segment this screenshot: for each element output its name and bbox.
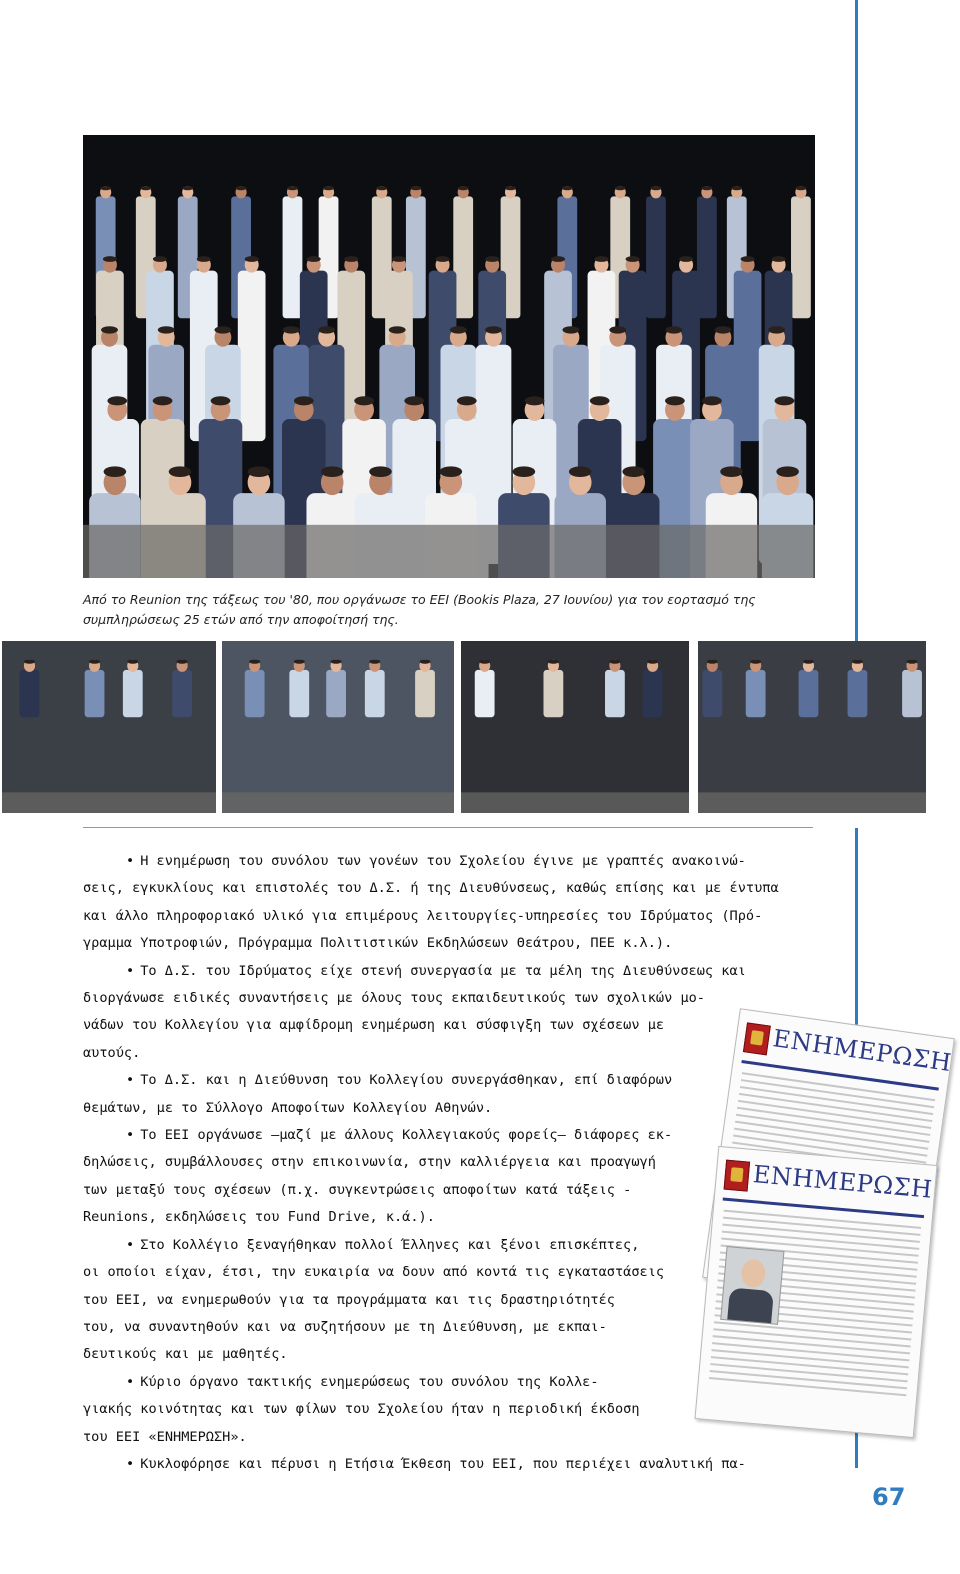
line-text: σεις, εγκυκλίους και επιστολές του Δ.Σ. ή της Διευθύνσεως, καθώς επίσης και με έντυπα xyxy=(83,880,779,897)
bullet-icon: • xyxy=(126,1072,135,1089)
paragraph-line xyxy=(83,985,779,1012)
group-photo-image xyxy=(83,135,815,578)
bullet-paragraph-line xyxy=(126,848,779,875)
line-text: του ΕΕΙ, να ενημερωθούν για τα προγράμματα και τις δραστηριότητές xyxy=(83,1291,615,1308)
line-text: θεμάτων, με το Σύλλογο Αποφοίτων Κολλεγίου Αθηνών. xyxy=(83,1099,493,1116)
newsletter-title: ΕΝΗΜΕΡΩΣΗ xyxy=(771,1024,954,1078)
paragraph-line xyxy=(83,875,779,902)
line-text: διοργάνωσε ειδικές συναντήσεις με όλους τους εκπαιδευτικούς των σχολικών μο- xyxy=(83,990,705,1007)
event-photo-4 xyxy=(698,641,926,813)
line-text: του, να συναντηθούν και να συζητήσουν με τη Διεύθυνση, με εκπαι- xyxy=(83,1318,607,1335)
section-divider xyxy=(83,827,813,828)
newsletter-title: ΕΝΗΜΕΡΩΣΗ xyxy=(751,1160,934,1204)
line-text: Το Δ.Σ. του Ιδρύματος είχε στενή συνεργασία με τα μέλη της Διευθύνσεως και xyxy=(140,962,746,979)
line-text: Reunions, εκδηλώσεις του Fund Drive, κ.ά.). xyxy=(83,1209,435,1226)
line-text: Η ενημέρωση του συνόλου των γονέων του Σχολείου έγινε με γραπτές ανακοινώ- xyxy=(140,853,746,869)
bullet-paragraph-line xyxy=(126,958,779,985)
group-photo xyxy=(83,135,815,578)
line-text: Το Δ.Σ. και η Διεύθυνση του Κολλεγίου συνεργάσθηκαν, επί διαφόρων xyxy=(140,1072,673,1089)
paragraph-line xyxy=(83,930,779,957)
line-text: νάδων του Κολλεγίου για αμφίδρομη ενημέρωση και σύσφιγξη των σχέσεων με xyxy=(83,1017,665,1034)
photo-caption: Από το Reunion της τάξεως του '80, που οργάνωσε το ΕΕΙ (Bookis Plaza, 27 Ιουνίου) για τον εορτασμό της συμπληρώσεως 25 ετών από την αποφοίτησή της. xyxy=(83,592,756,627)
bullet-icon: • xyxy=(126,1373,135,1390)
bullet-paragraph-line xyxy=(126,1122,779,1149)
paragraph-line xyxy=(83,1149,779,1176)
line-text: και άλλο πληροφοριακό υλικό για επιμέρους λειτουργίες-υπηρεσίες του Ιδρύματος (Πρό- xyxy=(83,907,763,924)
bullet-paragraph-line xyxy=(126,1067,779,1094)
bullet-icon: • xyxy=(126,853,135,869)
event-photo-3 xyxy=(461,641,689,813)
paragraph-line xyxy=(83,1287,779,1314)
line-text: δευτικούς και με μαθητές. xyxy=(83,1346,288,1363)
paragraph-line xyxy=(83,1314,779,1341)
paragraph-line xyxy=(83,1396,779,1423)
paragraph-line xyxy=(83,1012,779,1039)
line-text: δηλώσεις, συμβάλλουσες στην επικοινωνία, στην καλλιέργεια και προαγωγή xyxy=(83,1154,656,1171)
line-text: γιακής κοινότητας και των φίλων του Σχολείου ήταν η περιοδική έκδοση xyxy=(83,1401,640,1418)
paragraph-line xyxy=(83,1177,779,1204)
bullet-icon: • xyxy=(126,962,135,979)
line-text: οι οποίοι είχαν, έτσι, την ευκαιρία να δουν από κοντά τις εγκαταστάσεις xyxy=(83,1264,665,1281)
line-text: των μεταξύ τους σχέσεων (π.χ. συγκεντρώσεις αποφοίτων κατά τάξεις - xyxy=(83,1181,632,1198)
edge-rule-top xyxy=(855,0,858,655)
bullet-paragraph-line xyxy=(126,1369,779,1396)
line-text: του ΕΕΙ «ΕΝΗΜΕΡΩΣΗ». xyxy=(83,1428,247,1445)
page-number: 67 xyxy=(872,1483,906,1511)
body-text xyxy=(83,848,779,1478)
paragraph-line xyxy=(83,1341,779,1368)
event-photo-2 xyxy=(222,641,454,813)
line-text: Το ΕΕΙ οργάνωσε –μαζί με άλλους Κολλεγιακούς φορείς– διάφορες εκ- xyxy=(140,1127,673,1144)
bullet-icon: • xyxy=(126,1236,135,1253)
line-text: Κύριο όργανο τακτικής ενημερώσεως του συνόλου της Κολλε- xyxy=(140,1373,599,1390)
event-photo-1 xyxy=(2,641,216,813)
line-text: αυτούς. xyxy=(83,1044,141,1061)
paragraph-line xyxy=(83,1040,779,1067)
paragraph-line xyxy=(83,1259,779,1286)
paragraph-line xyxy=(83,1424,779,1451)
paragraph-line xyxy=(83,903,779,930)
line-text: Κυκλοφόρησε και πέρυσι η Ετήσια Έκθεση του ΕΕΙ, που περιέχει αναλυτική πα- xyxy=(140,1455,746,1472)
paragraph-line xyxy=(83,1095,779,1122)
paragraph-line xyxy=(83,1204,779,1231)
line-text: Στο Κολλέγιο ξεναγήθηκαν πολλοί Έλληνες και ξένοι επισκέπτες, xyxy=(140,1236,640,1253)
bullet-paragraph-line xyxy=(126,1451,779,1478)
bullet-icon: • xyxy=(126,1455,135,1472)
bullet-paragraph-line xyxy=(126,1232,779,1259)
line-text: γραμμα Υποτροφιών, Πρόγραμμα Πολιτιστικών Εκδηλώσεων Θεάτρου, ΠΕΕ κ.λ.). xyxy=(83,935,673,952)
bullet-icon: • xyxy=(126,1127,135,1144)
